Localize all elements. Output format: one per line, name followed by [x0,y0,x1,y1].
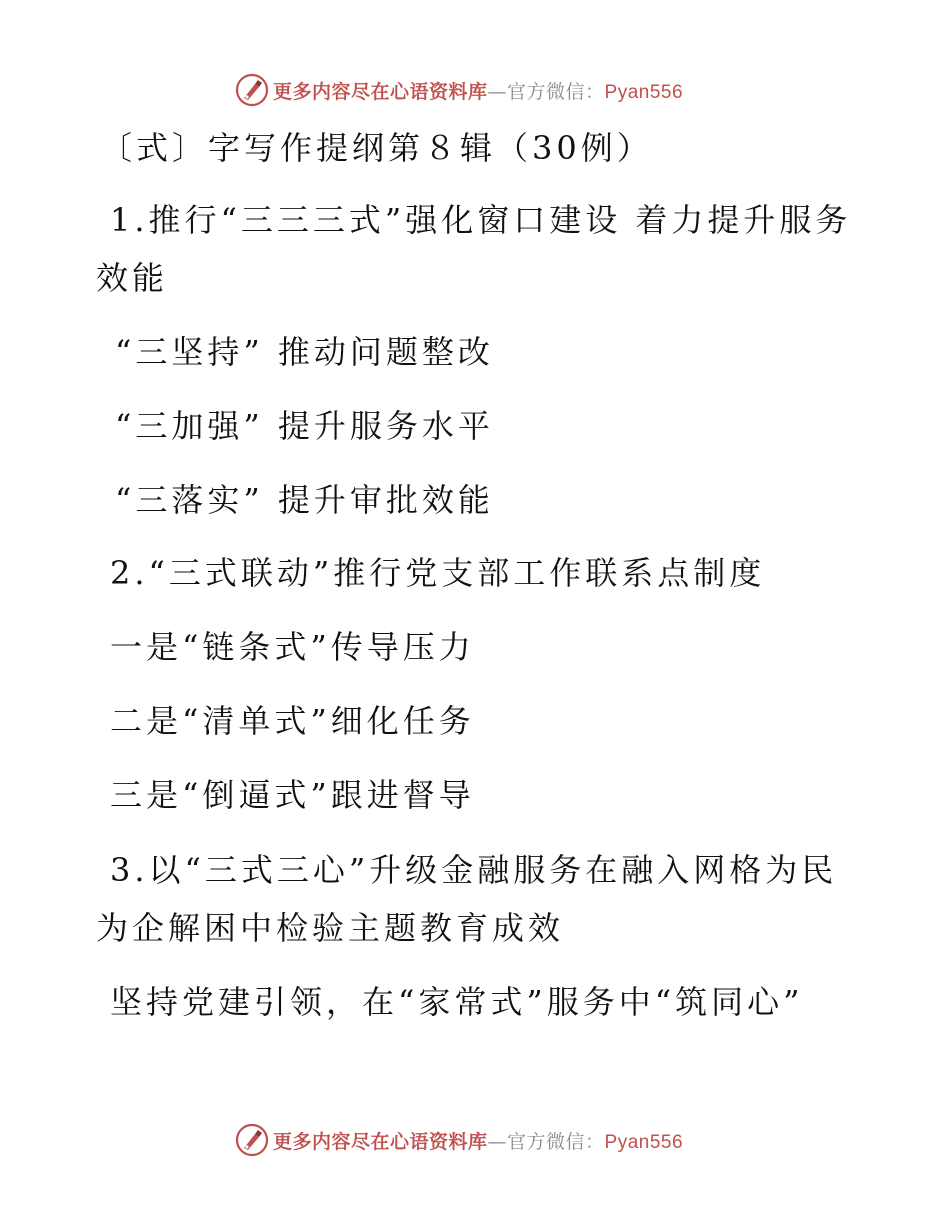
watermark-dash: — [487,1130,508,1153]
section-1-item-3: “三落实” 提升审批效能 [115,481,494,519]
section-3-paragraph: 坚持党建引领，在“家常式”服务中“筑同心” [110,983,804,1021]
top-watermark-banner [235,73,683,107]
section-1-item-2: “三加强” 提升服务水平 [115,407,494,445]
watermark-text [273,1127,683,1154]
watermark-contact-label: 官方微信： [507,1130,605,1153]
section-3-heading-cont: 为企解困中检验主题教育成效 [96,909,565,947]
pen-logo-icon [235,73,269,107]
watermark-text [273,77,683,104]
watermark-brand: 更多内容尽在心语资料库 [273,80,488,103]
watermark-dash: — [487,80,508,103]
watermark-brand: 更多内容尽在心语资料库 [273,1130,488,1153]
document-title: 〔式〕字写作提纲第８辑（30例） [100,129,653,167]
section-1-heading: 1.推行“三三三式”强化窗口建设 着力提升服务 [110,201,852,239]
pen-logo-icon [235,1123,269,1157]
section-2-item-3: 三是“倒逼式”跟进督导 [110,776,475,814]
watermark-contact-id: Pyan556 [604,81,684,103]
watermark-contact-id: Pyan556 [604,1131,684,1153]
section-1-heading-cont: 效能 [96,259,169,297]
section-2-heading: 2.“三式联动”推行党支部工作联系点制度 [110,554,766,592]
section-2-item-1: 一是“链条式”传导压力 [110,628,475,666]
watermark-contact-label: 官方微信： [507,80,605,103]
section-1-item-1: “三坚持” 推动问题整改 [115,333,494,371]
bottom-watermark-banner [235,1123,683,1157]
section-3-heading: 3.以“三式三心”升级金融服务在融入网格为民 [110,851,838,889]
section-2-item-2: 二是“清单式”细化任务 [110,702,475,740]
